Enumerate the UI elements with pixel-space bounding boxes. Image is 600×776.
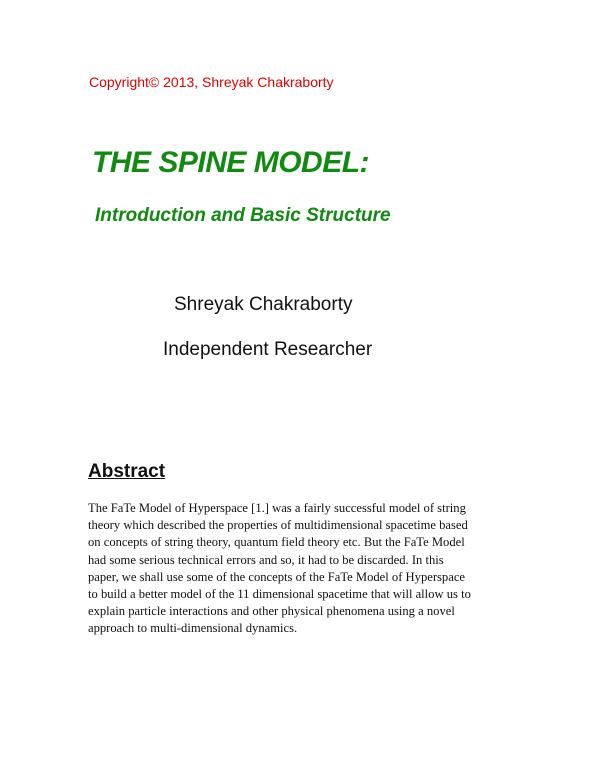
author-name: Shreyak Chakraborty [174,294,353,315]
author-affiliation: Independent Researcher [163,339,373,360]
abstract-line: theory which described the properties of multidimensional spacetime based [88,518,468,533]
abstract-line: on concepts of string theory, quantum field theory etc. But the FaTe Model [88,535,465,550]
abstract-line: explain particle interactions and other physical phenomena using a novel [88,604,455,619]
paper-title: THE SPINE MODEL: [92,146,370,179]
paper-subtitle: Introduction and Basic Structure [95,205,391,226]
copyright-notice: Copyright© 2013, Shreyak Chakraborty [89,74,334,90]
abstract-line: The FaTe Model of Hyperspace [1.] was a fairly successful model of string [88,501,466,515]
abstract-body [88,500,528,638]
abstract-heading: Abstract [88,461,166,482]
abstract-line: paper, we shall use some of the concepts of the FaTe Model of Hyperspace [88,569,466,584]
abstract-line: approach to multi-dimensional dynamics. [88,621,298,636]
abstract-line: had some serious technical errors and so, it had to be discarded. In this [88,552,444,567]
abstract-line: to build a better model of the 11 dimensional spacetime that will allow us to [88,587,471,602]
